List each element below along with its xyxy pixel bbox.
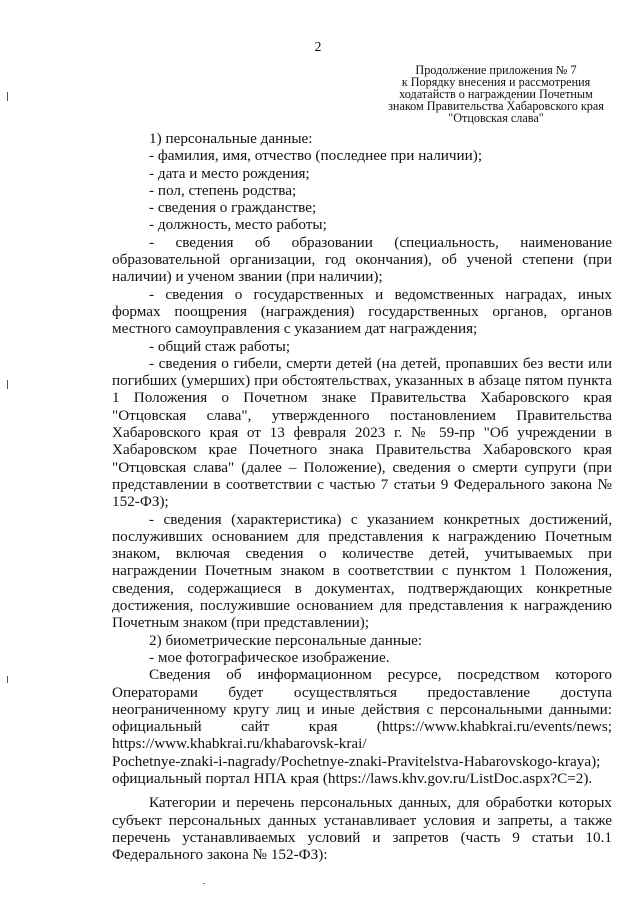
list-item: - общий стаж работы; bbox=[149, 337, 291, 355]
paragraph: Категории и перечень персональных данных, для обработки которых субъект персональных данных устанавливает условия и запреты, а также перечень устанавливаемых условий и запретов (часть 9 статьи 10.1 Федерального закона № 152-ФЗ): bbox=[112, 794, 612, 864]
document-body bbox=[112, 130, 612, 863]
paragraph-continuation: Pochetnye-znaki-i-nagrady/Pochetnye-znaki-Pravitelstva-Habarovskogo-kraya); bbox=[112, 752, 601, 770]
header-line: к Порядку внесения и рассмотрения bbox=[401, 75, 591, 89]
list-item: - сведения о гибели, смерти детей (на детей, пропавших без вести или погибших (умерших) при обстоятельствах, указанных в абзаце пятом пункта 1 Положения о Почетном знаке Правительства Хабаровского края "Отцовская слава", утвержденного постановлением Правительства Хабаровского края от 13 февраля 2023 г. № 59-пр "Об учреждении в Хабаровском крае Почетного знака Правительства Хабаровского края "Отцовская слава" (далее – Положение), сведения о смерти супруги (при представлении в соответствии с частью 7 статьи 9 Федерального закона № 152-ФЗ); bbox=[112, 354, 612, 511]
header-line: "Отцовская слава" bbox=[448, 111, 544, 125]
list-item: - должность, место работы; bbox=[149, 216, 327, 234]
header-line: Продолжение приложения № 7 bbox=[415, 63, 577, 77]
header-line: ходатайств о награждении Почетным bbox=[399, 87, 593, 101]
header-line: знаком Правительства Хабаровского края bbox=[388, 99, 604, 113]
list-item: - сведения о гражданстве; bbox=[149, 199, 317, 217]
page-number: 2 bbox=[314, 40, 322, 55]
appendix-header bbox=[376, 64, 616, 124]
list-item: - мое фотографическое изображение. bbox=[149, 648, 390, 666]
list-item: - сведения о государственных и ведомственных наградах, иных формах поощрения (награждения) государственных органов, органов местного самоуправления с указанием дат награждения; bbox=[112, 285, 612, 338]
list-item: - фамилия, имя, отчество (последнее при наличии); bbox=[149, 147, 483, 165]
list-item: - сведения об образовании (специальность, наименование образовательной организации, год окончания), об ученой степени (при наличии) и ученом звании (при наличии); bbox=[112, 233, 612, 286]
paragraph: Сведения об информационном ресурсе, посредством которого Операторами будет осуществляться предоставление доступа неограниченному кругу лиц и иные действия с персональными данными: официальный сайт края (https://www.khabkrai.ru/events/news; https://www.khabkrai.ru/khabarovsk-krai/ bbox=[112, 666, 612, 753]
list-item: - сведения (характеристика) с указанием конкретных достижений, послуживших основанием для представления к награждению Почетным знаком, включая сведения о количестве детей, учитываемых при награждении Почетным знаком в соответствии с пунктом 1 Положения, сведения, содержащиеся в документах, подтверждающих конкретные достижения, послужившие основанием для представления к награждению Почетным знаком (при представлении); bbox=[112, 510, 612, 632]
scan-artifact-dot bbox=[203, 883, 205, 884]
section-heading: 2) биометрические персональные данные: bbox=[149, 631, 423, 649]
list-item: - пол, степень родства; bbox=[149, 181, 297, 199]
scan-artifact-mark bbox=[7, 92, 8, 101]
list-item: - дата и место рождения; bbox=[149, 164, 310, 182]
paragraph-continuation: официальный портал НПА края (https://laws.khv.gov.ru/ListDoc.aspx?C=2). bbox=[112, 769, 593, 787]
section-heading: 1) персональные данные: bbox=[149, 130, 313, 147]
scan-artifact-mark bbox=[7, 676, 8, 683]
scan-artifact-mark bbox=[7, 380, 8, 389]
